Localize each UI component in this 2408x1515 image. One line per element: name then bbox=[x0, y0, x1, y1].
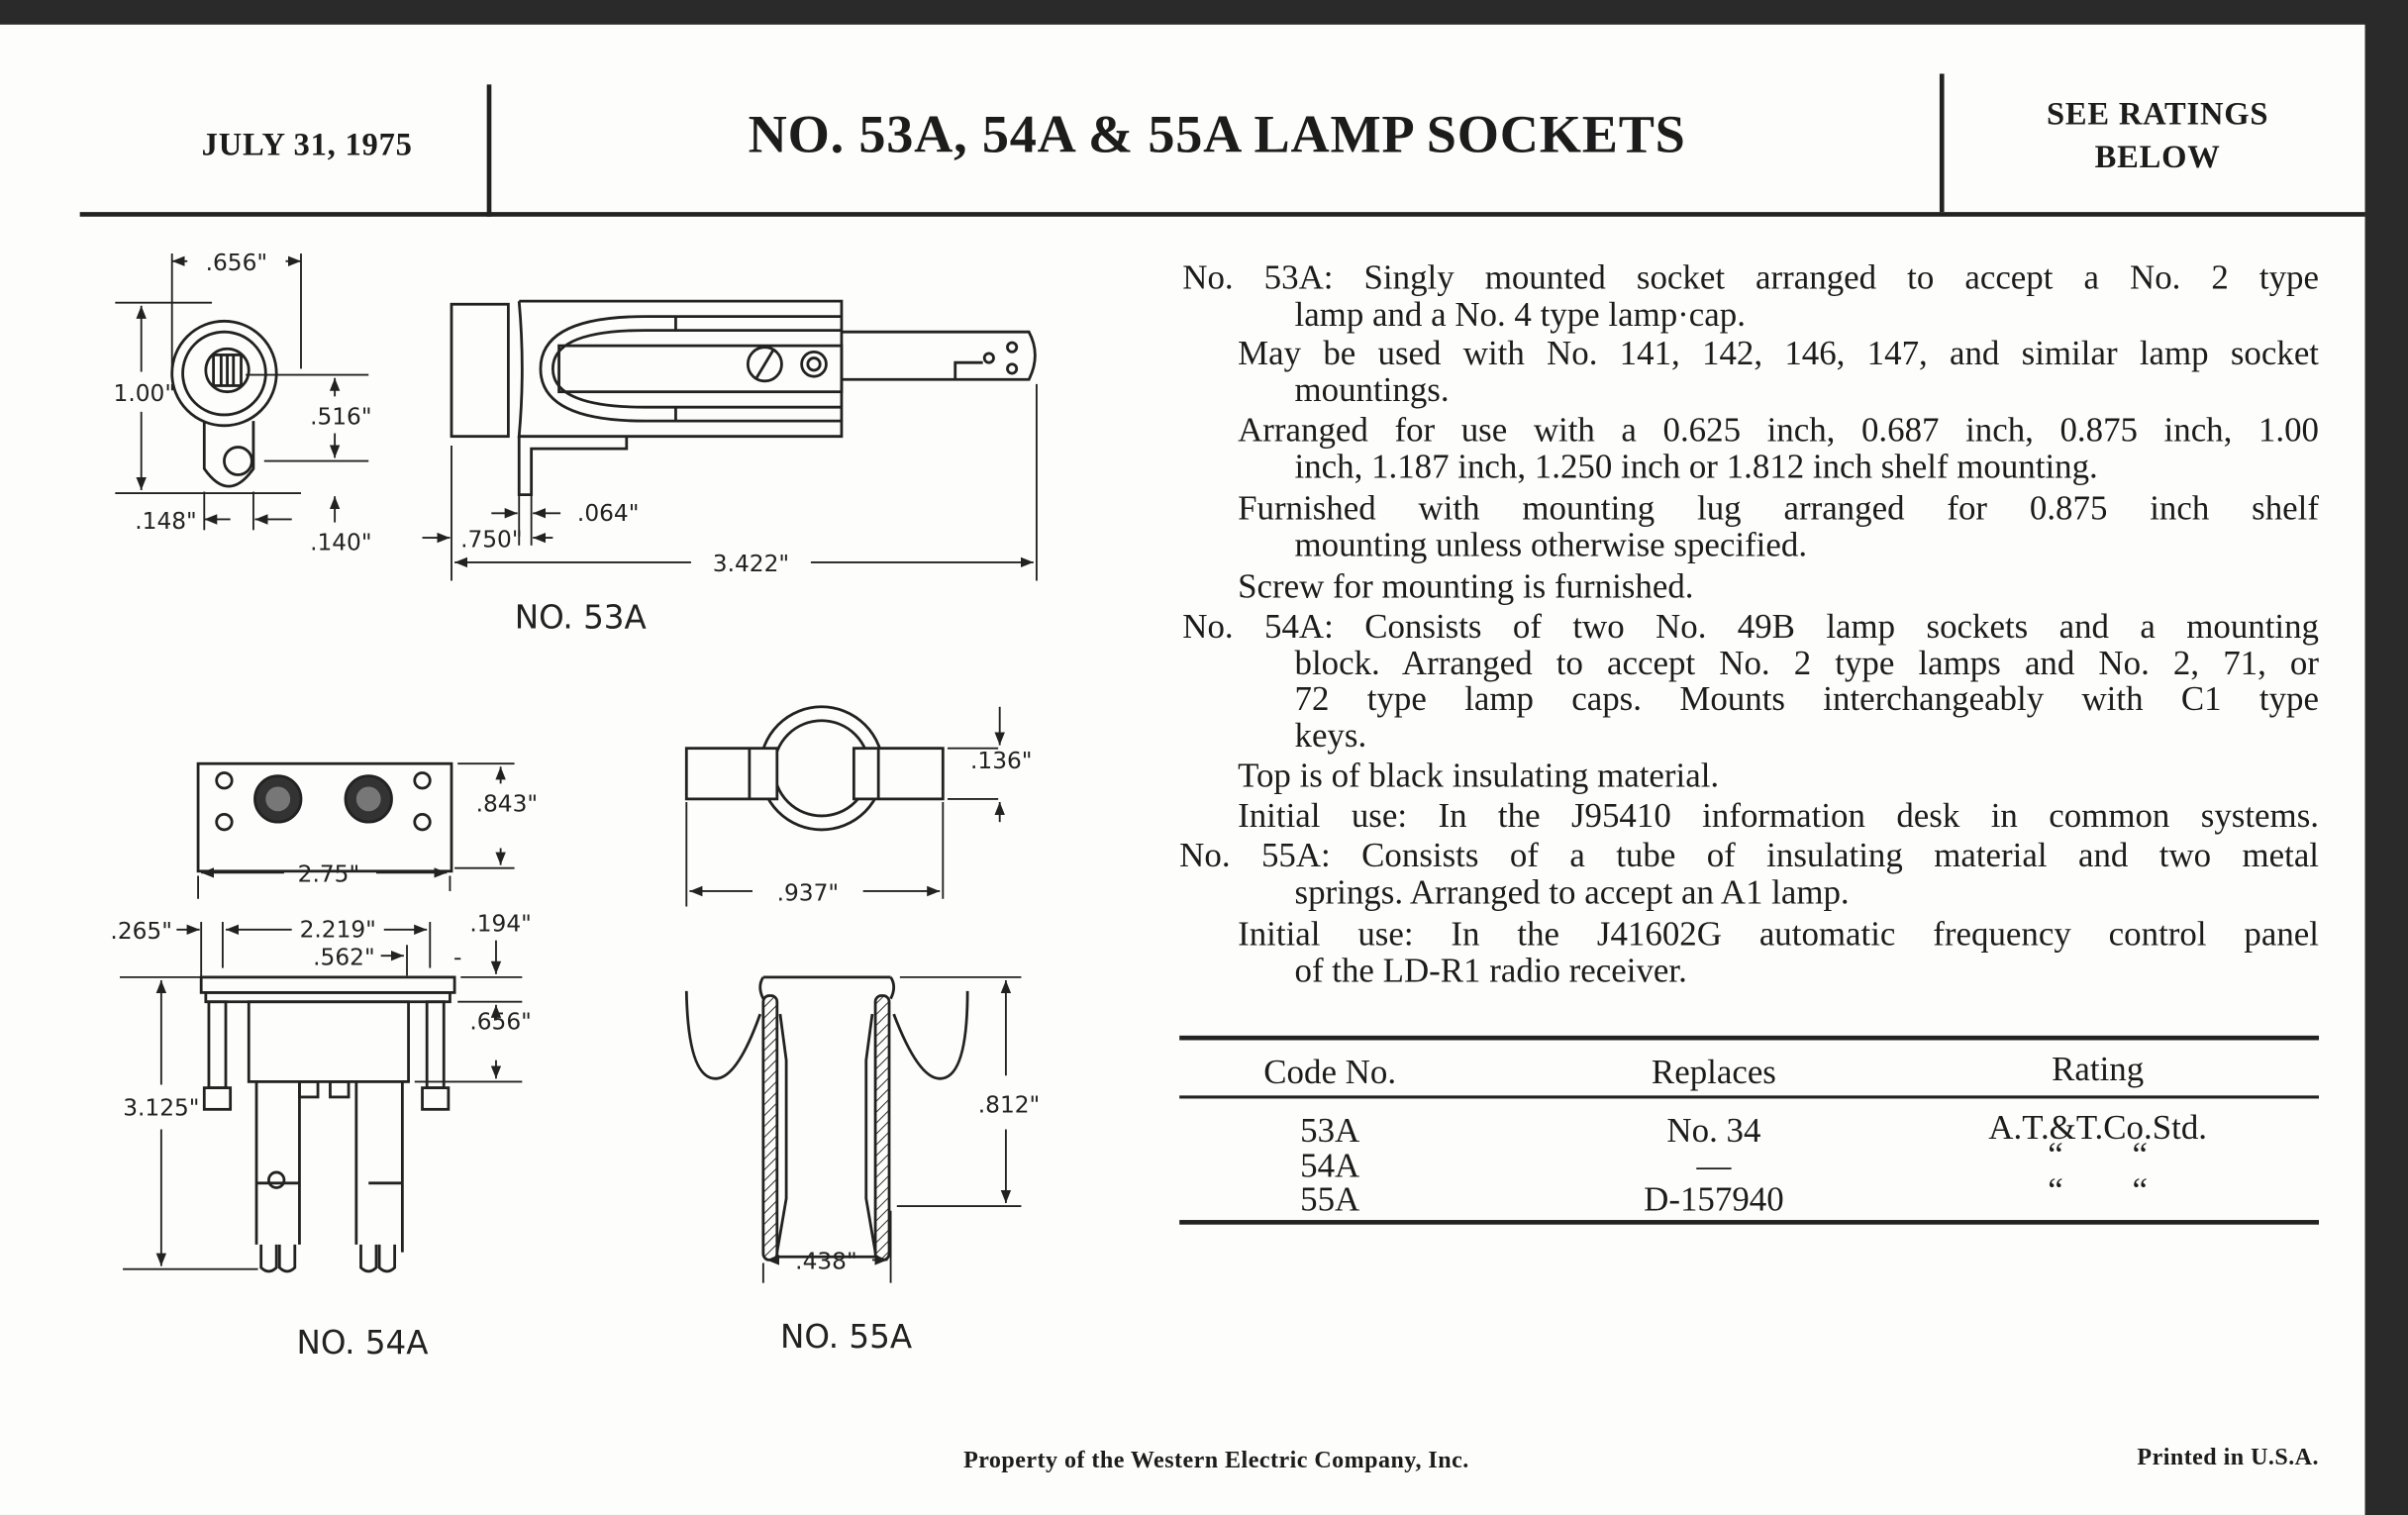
dim-54a-half: .562" bbox=[313, 944, 375, 971]
cell-replaces: No. 34 bbox=[1666, 1110, 1761, 1150]
dim-54a-plate: .194" bbox=[469, 910, 532, 938]
dim-55a-spring: .136" bbox=[970, 747, 1033, 774]
dim-55a-height: .812" bbox=[977, 1091, 1041, 1119]
dim-54a-height-top: .843" bbox=[475, 790, 539, 818]
cell-code: 54A bbox=[1300, 1146, 1360, 1185]
issue-date: JULY 31, 1975 bbox=[201, 126, 413, 163]
caption-55a: NO. 55A bbox=[780, 1317, 913, 1356]
dim-53a-height: 1.00" bbox=[113, 379, 176, 407]
cell-rating: “ “ bbox=[2048, 1170, 2149, 1210]
dim-53a-lug-width: .148" bbox=[135, 507, 197, 535]
column-header-code: Code No. bbox=[1263, 1052, 1397, 1091]
dim-55a-width: .937" bbox=[776, 879, 840, 907]
socket-55a-side-view bbox=[686, 977, 1021, 1283]
desc-line: Arranged for use with a 0.625 inch, 0.687 inch, 0.875 inch, 1.00 bbox=[1238, 410, 2320, 450]
desc-line: inch, 1.187 inch, 1.250 inch or 1.812 inch shelf mounting. bbox=[1294, 447, 2098, 486]
desc-line: Initial use: In the J41602G automatic frequency control panel bbox=[1238, 914, 2320, 954]
cell-rating: A.T.&T.Co.Std. bbox=[1988, 1107, 2208, 1147]
desc-line: of the LD-R1 radio receiver. bbox=[1294, 951, 1687, 990]
desc-line: Top is of black insulating material. bbox=[1238, 756, 1720, 795]
dim-53a-offset: .750" bbox=[460, 526, 523, 554]
caption-54a: NO. 54A bbox=[296, 1324, 429, 1363]
desc-line: 72 type lamp caps. Mounts interchangeably with C1 type bbox=[1294, 678, 2320, 718]
desc-line: No. 55A: Consists of a tube of insulating material and two metal bbox=[1179, 836, 2320, 874]
cell-replaces: D-157940 bbox=[1644, 1179, 1784, 1219]
desc-line: mounting unless otherwise specified. bbox=[1294, 525, 1808, 564]
see-ratings-line2: BELOW bbox=[2094, 138, 2221, 175]
dim-53a-thickness: .064" bbox=[576, 500, 640, 528]
desc-line: springs. Arranged to accept an A1 lamp. bbox=[1294, 872, 1850, 912]
dim-53a-length: 3.422" bbox=[712, 551, 790, 578]
desc-line: lamp and a No. 4 type lamp·cap. bbox=[1294, 294, 1746, 334]
column-header-replaces: Replaces bbox=[1651, 1052, 1776, 1091]
dim-54a-width: 2.75" bbox=[297, 860, 360, 888]
page-title: NO. 53A, 54A & 55A LAMP SOCKETS bbox=[748, 104, 1686, 165]
desc-line: No. 53A: Singly mounted socket arranged to accept a No. 2 type bbox=[1182, 257, 2320, 297]
column-header-rating: Rating bbox=[2052, 1049, 2145, 1088]
caption-53a: NO. 53A bbox=[514, 598, 647, 637]
dim-54a-body: .656" bbox=[469, 1008, 532, 1036]
desc-line: Screw for mounting is furnished. bbox=[1238, 566, 1694, 606]
desc-line: No. 54A: Consists of two No. 49B lamp sockets and a mounting bbox=[1182, 606, 2320, 646]
cell-replaces: — bbox=[1696, 1146, 1732, 1185]
cell-code: 53A bbox=[1300, 1110, 1360, 1150]
see-ratings-line1: SEE RATINGS bbox=[2047, 95, 2269, 133]
desc-line: mountings. bbox=[1294, 369, 1450, 409]
desc-line: Initial use: In the J95410 information desk in common systems. bbox=[1238, 795, 2320, 835]
desc-line: keys. bbox=[1294, 716, 1367, 755]
dim-54a-spacing: 2.219" bbox=[299, 916, 376, 944]
desc-line: May be used with No. 141, 142, 146, 147, and similar lamp socket bbox=[1238, 333, 2320, 372]
cell-rating: “ “ bbox=[2048, 1135, 2149, 1174]
cell-code: 55A bbox=[1300, 1179, 1360, 1219]
dim-54a-edge: .265" bbox=[110, 918, 172, 946]
property-notice: Property of the Western Electric Company, Inc. bbox=[963, 1447, 1469, 1474]
desc-line: Furnished with mounting lug arranged for 0.875 inch shelf bbox=[1238, 488, 2320, 528]
socket-55a-top-view bbox=[686, 707, 999, 907]
dim-54a-overall: 3.125" bbox=[123, 1094, 200, 1122]
dim-53a-width: .656" bbox=[205, 250, 268, 277]
desc-line: block. Arranged to accept No. 2 type lamps and No. 2, 71, or bbox=[1294, 644, 2320, 682]
dim-53a-center: .516" bbox=[310, 403, 372, 431]
dim-55a-tube: .438" bbox=[795, 1248, 857, 1275]
dim-53a-lug-hole: .140" bbox=[310, 529, 372, 556]
printed-notice: Printed in U.S.A. bbox=[2137, 1444, 2320, 1470]
